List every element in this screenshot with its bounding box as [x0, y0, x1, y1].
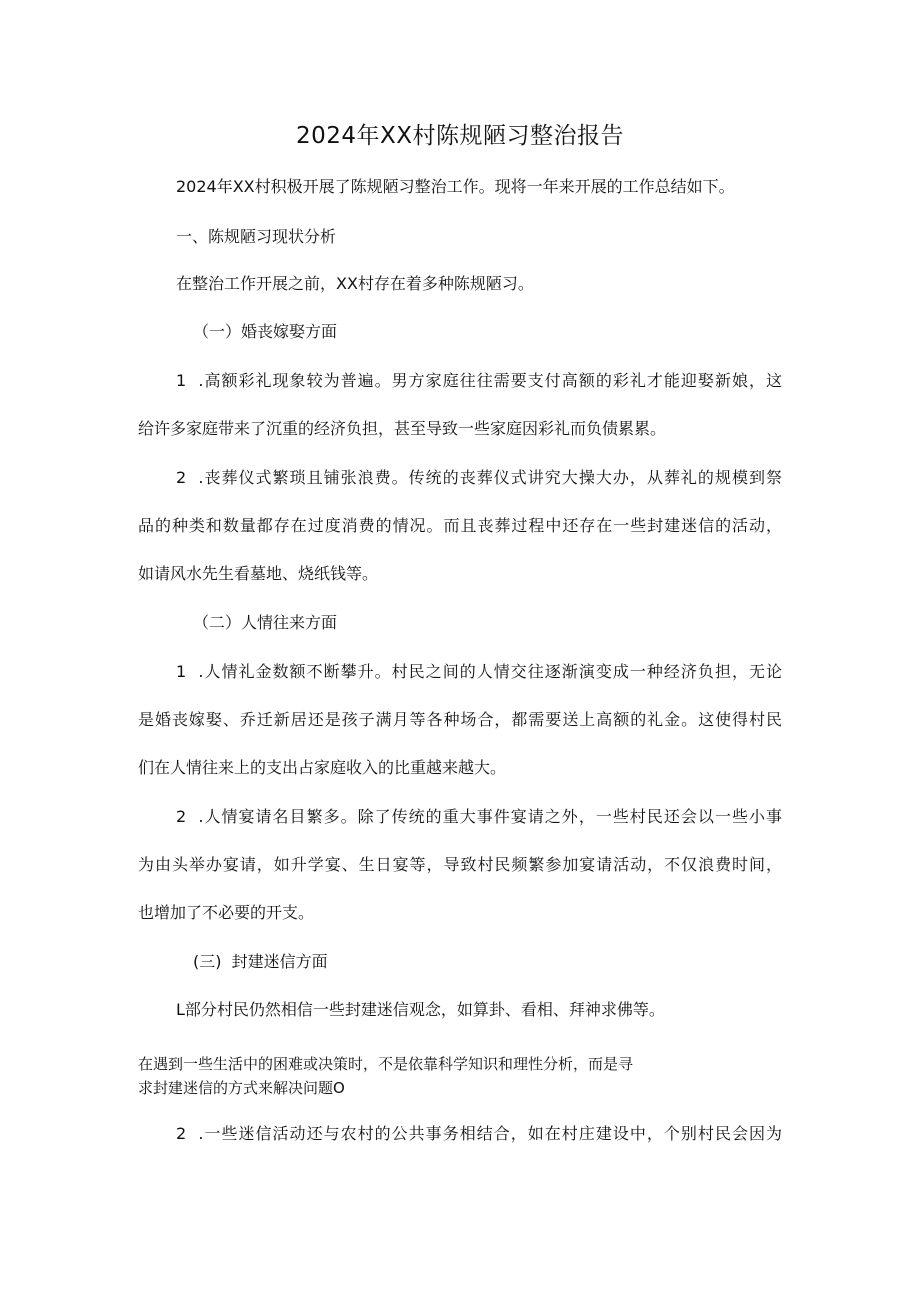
paragraph-line: 1 .人情礼金数额不断攀升。村民之间的人情交往逐渐演变成一种经济负担，无论 [176, 662, 782, 681]
paragraph-line: 们在人情往来上的支出占家庭收入的比重越来越大。 [138, 758, 507, 777]
paragraph-line: 2 .丧葬仪式繁琐且铺张浪费。传统的丧葬仪式讲究大操大办，从葬礼的规模到祭 [176, 468, 782, 487]
section-intro-paragraph: 在整治工作开展之前，XX村存在着多种陈规陋习。 [176, 274, 534, 293]
paragraph-line: 是婚丧嫁娶、乔迁新居还是孩子满月等各种场合，都需要送上高额的礼金。这使得村民 [138, 710, 782, 729]
document-title: 2024年XX村陈规陋习整治报告 [295, 123, 625, 149]
paragraph-line: 2 .一些迷信活动还与农村的公共事务相结合，如在村庄建设中，个别村民会因为 [176, 1124, 782, 1143]
section-heading: 一、陈规陋习现状分析 [176, 227, 337, 246]
paragraph-line: 品的种类和数量都存在过度消费的情况。而且丧葬过程中还存在一些封建迷信的活动， [138, 516, 782, 535]
paragraph-line: 为由头举办宴请，如升学宴、生日宴等，导致村民频繁参加宴请活动，不仅浪费时间， [138, 855, 782, 874]
paragraph-line: 1 .高额彩礼现象较为普遍。男方家庭往往需要支付高额的彩礼才能迎娶新娘，这 [176, 371, 782, 390]
paragraph-line: 在遇到一些生活中的困难或决策时，不是依靠科学知识和理性分析，而是寻 [138, 1055, 634, 1073]
intro-paragraph: 2024年XX村积极开展了陈规陋习整治工作。现将一年来开展的工作总结如下。 [176, 177, 735, 196]
paragraph-line: 也增加了不必要的开支。 [138, 903, 315, 922]
subsection-heading: (三) 封建迷信方面 [193, 952, 328, 971]
paragraph-line: 求封建迷信的方式来解决问题O [138, 1079, 345, 1097]
paragraph-line: 如请风水先生看墓地、烧纸钱等。 [138, 564, 379, 583]
paragraph-line: L部分村民仍然相信一些封建迷信观念，如算卦、看相、拜神求佛等。 [176, 1000, 665, 1019]
subsection-heading: （一）婚丧嫁娶方面 [193, 322, 338, 341]
paragraph-line: 给许多家庭带来了沉重的经济负担，甚至导致一些家庭因彩礼而负债累累。 [138, 419, 667, 438]
subsection-heading: （二）人情往来方面 [193, 613, 338, 632]
paragraph-line: 2 .人情宴请名目繁多。除了传统的重大事件宴请之外，一些村民还会以一些小事 [176, 807, 782, 826]
